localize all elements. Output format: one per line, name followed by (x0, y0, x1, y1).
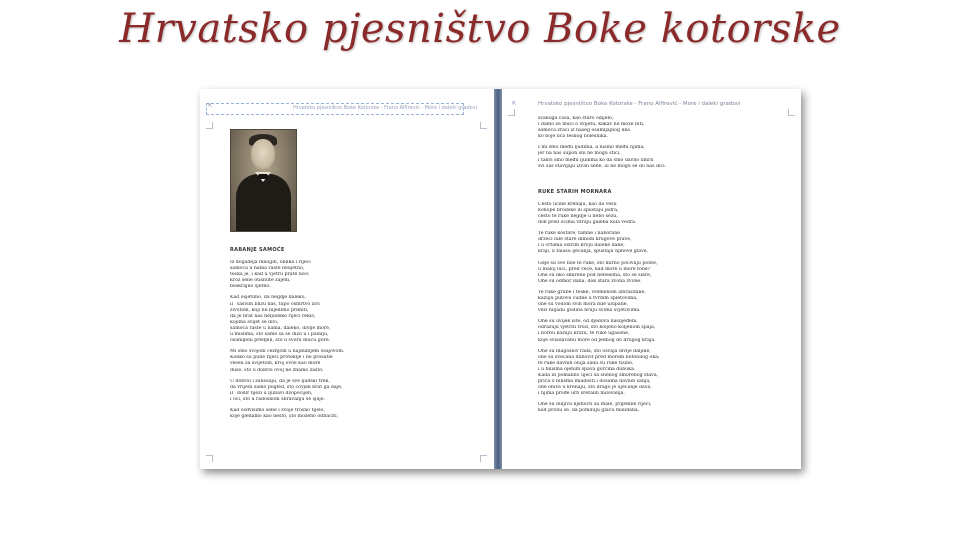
poem-line: duše, što u dobroi ovoj ne znamo zašto. (230, 367, 324, 373)
poem-line: priča o bilisma mladosti i dosama davnih sanja, (538, 379, 651, 385)
poem-line: držeći lule stare dimom krugove prave, (538, 237, 632, 243)
poem-line: i damo se muči o svijetu, kakav ne može biti, (538, 122, 645, 128)
right-page (502, 89, 801, 469)
stanza (230, 295, 480, 344)
poem-line: One su nko smirene pod nebesima, što se slare, (538, 272, 652, 278)
poem-line: i u crtama oštrim kroju daleke dane, (538, 243, 625, 249)
left-page (200, 89, 494, 469)
poem-line: dok pred očima titraju galeba kola vedra. (538, 220, 637, 226)
stanza (230, 349, 480, 373)
poem-line: teška je, i kad u vjetru prate noći (230, 272, 309, 278)
poem-line: svi sas stavljaju izvan sebe, al ne mogu se do nas dići. (538, 163, 667, 169)
poem-body (230, 260, 480, 420)
poem-line: One su duljiva njehocti sa male, prijemne riječi, (538, 402, 652, 408)
poem-line: kojima svijet se divi, (230, 319, 279, 325)
crop-mark-icon (206, 455, 213, 462)
poem-line: često te ruke negdje u nebo sežu, (538, 213, 618, 219)
stanza (538, 261, 788, 285)
poem-line: il` sasvim blizu nas, tupo osmrtvo živi (230, 301, 320, 307)
poem-line: I mi smo među ljudima, a nismo među njima, (538, 145, 645, 151)
poem-line: samoća u nama raste neujetno, (230, 266, 305, 272)
crop-mark-icon (480, 455, 487, 462)
poem-line: Iz dogadeja mnogih, oblika i riječi (230, 260, 311, 265)
poem-line: beskrajno sjetno. (230, 284, 271, 290)
stanza (230, 260, 480, 290)
stanza (538, 349, 788, 398)
poem-line: One su blagoslov rada, što osvaja divlje daljine, (538, 348, 651, 354)
stanza (230, 379, 480, 403)
poem-line: vezi hiljadu godina hruju svima svjetovima. (538, 308, 641, 314)
poem-line: Mi smo svojom čežnjom u najdubljem osajovom. (230, 349, 345, 355)
poem-line: ko boje lica teškog bolesnika. (538, 134, 608, 140)
poem-line: Te ruke kostare, tamne i naborane (538, 231, 620, 237)
poem-line: samoća raste u nama, daleko, divlje more, (230, 325, 331, 331)
slide-title: Hrvatsko pjesništvo Boke kotorske (119, 6, 841, 52)
poem-line: i oči, što u radosnom sbravanju se sjaje. (230, 396, 325, 402)
poem-line: osamljeni predjeli, što u svoru mucu gore. (230, 338, 331, 344)
poem-title: RUKE STARIH MORNARA (538, 188, 612, 195)
poem-line: i borbu kazuju krutu, te ruke ugašene, (538, 331, 630, 337)
stanza (538, 319, 788, 343)
stanza (538, 231, 788, 255)
poem-body-continued (538, 116, 788, 170)
crop-mark-icon (508, 109, 515, 116)
poem-line: konope brodske ili spuštaju jedra, (538, 207, 619, 213)
poem-line: životom, koji ne bijedimo primiti, (230, 307, 309, 313)
poem-line: U dobroi i zanosaju, da je sve ljudski tren, (230, 378, 330, 384)
poem-line: koje svladavahu more od jednog do drugog kraja. (538, 337, 656, 343)
poem-line: kad pronu se, da pomiluju glavu malidana, (538, 408, 640, 414)
poem-line: svakoga časa, kao staro odijelo, (538, 116, 614, 121)
stanza (538, 402, 788, 414)
poem-line: kroz sene otisnute zajedi, (230, 278, 291, 284)
poem-line: one su svečana duhovit pred morem netonilog oka; (538, 354, 660, 360)
poem-line: one su vodom svih mora bile ulupane, (538, 302, 628, 308)
poem-line: da vrijedi samo pogled, što čovjek brat ga daje, (230, 384, 343, 390)
poem-line: u mislima, što same sa se dižu u i padaju, (230, 332, 329, 338)
poem-line: One su odmor dana, dok stara zvona zvone. (538, 278, 642, 284)
poet-portrait (230, 129, 297, 232)
poem-line: koje gledamo kao nešto, što moženo odbaciti, (230, 414, 339, 420)
crop-mark-icon (788, 109, 795, 116)
poem-line: kazuju putove čudne u tvrdim spletovima, (538, 295, 638, 301)
poem-line: veseu za svijetom, kroj ovoe kao more (230, 361, 321, 367)
stanza (538, 202, 788, 226)
crop-mark-icon (206, 122, 213, 129)
crop-mark-icon (480, 122, 487, 129)
poem-title: RABANJE SAMOĆE (230, 247, 285, 253)
poem-line: i takvi smo među ljudima ko da smo davno umrli (538, 157, 654, 163)
poem-line: one ohive u krenaju, što drago je ujećanje dava, (538, 385, 652, 391)
page-divider[interactable] (494, 89, 502, 469)
poem-line: Kad osdvisimo sebe i svoje trošno tijelo, (230, 407, 325, 413)
poem-line: il` dodir nježi u ljubavi dzopocijen, (230, 390, 313, 396)
stanza (538, 290, 788, 314)
stanza (538, 145, 788, 169)
poem-line: Gdje su sve bile te ruke, što mirno počivaju ponte, (538, 260, 658, 266)
poem-line: odražuju vjetriti trud, što koljeno koljenom spaja, (538, 325, 656, 331)
poem-line: Koliko su pune riječi proteklje i ne prosatle (230, 355, 333, 361)
poem-line: Kada ih pomalino ujeći sa snenog smorenog stava, (538, 373, 659, 378)
header-marker-icon: ⇱ (512, 101, 517, 107)
document-screenshot (200, 89, 801, 469)
poem-line: One su uvijek iste, od djedova naslijeđeni, (538, 319, 638, 325)
poem-line: u maloj luci, pred veče, kad more u more tone? (538, 266, 651, 272)
poem-line: kraji, u talasu ijecanja, spuštaju njihove glave. (538, 249, 649, 255)
right-page-text (538, 116, 788, 420)
left-page-text (230, 247, 480, 425)
stanza (230, 408, 480, 420)
left-page-header: Hrvatsko pjesništvo Boke Kotorske - Frano Alfirević - More i daleki gradovi (293, 105, 478, 111)
poem-line: i njima prođe urb sretalih milovanja. (538, 391, 625, 397)
poem-line: Često učine krenaju, kao da vesu (538, 201, 617, 207)
poem-body (538, 202, 788, 415)
poem-line: da je brat naš neljudske riječi rekio, (230, 313, 316, 319)
poem-line: Kad osjetimo, da negdje daleko, (230, 295, 306, 301)
stanza (538, 116, 788, 140)
poem-line: jer na naš supon sni ne mogu stići, (538, 151, 621, 157)
header-marker-icon: ⇱ (208, 103, 213, 109)
poem-line: i u bilisma ojenim spava gorčina duboka. (538, 366, 636, 372)
poem-line: te ruke davnih oluja sada su ruke tišine, (538, 360, 634, 366)
poem-line: Te ruke grube i teške, vremenom izbrazdane, (538, 289, 646, 295)
right-page-header: Hrvatsko pjesništvo Boke Kotorske - Frano Alfirević - More i daleki gradovi (538, 101, 741, 107)
poem-line: samoća zraći iz našeg osamljajnog lika (538, 128, 631, 134)
